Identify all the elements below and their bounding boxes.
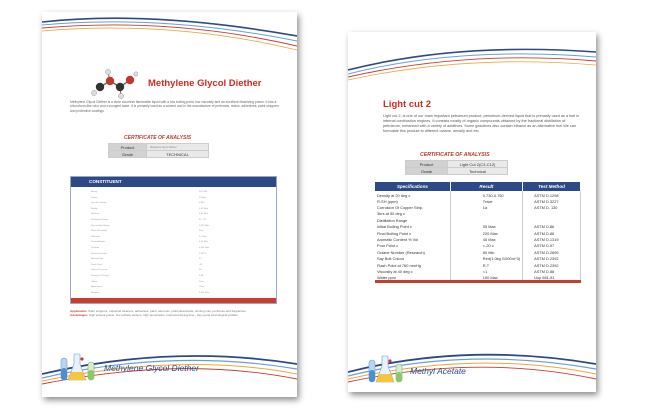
table-row	[71, 213, 276, 216]
spec-result: <-20 c	[450, 243, 522, 249]
constituent-value: 0.86	[199, 275, 204, 277]
constituent-name: Residue	[91, 291, 100, 294]
table-row	[71, 225, 276, 228]
coa-value: Technical	[448, 168, 508, 175]
spec-test-method: ASTM D.97	[523, 243, 581, 249]
constituent-footer-bar	[71, 298, 276, 303]
right-coa-title: CERTIFICATE OF ANALYSIS	[420, 152, 490, 158]
constituent-name: Moisture	[91, 213, 100, 216]
left-footer-product-name: Methylene Glycol Diether	[104, 363, 199, 373]
table-row	[375, 275, 581, 282]
constituent-value: 0.02 Max	[199, 207, 208, 210]
constituent-value: 0.001 Max	[199, 247, 210, 249]
spec-test-method: ASTM D.1298	[523, 191, 581, 198]
right-coa-table	[405, 160, 508, 175]
spec-result: R.T	[450, 262, 522, 268]
advantages-text: High solvent power, low surface tension, high penetration, improved drying time - they good toxicological profiles.	[88, 313, 239, 317]
spec-name: Final Boiling Point c	[375, 230, 450, 236]
spec-name: Say Bolt Colour	[375, 256, 450, 262]
spec-name: Aromatic Content % Vol	[375, 236, 450, 242]
right-intro-paragraph: Light cut 2, is one of our main important petroleum product, petroleum-derived liquid that is primarily used as a fuel in internal combustion engines. It consists mostly of organic compounds obtained by the fractional distillation of petroleum, enhanced with a variety of additives. Some gasolines also contain ethanol as an alternative fuel.We can formulate this product to different octane, density and etc.	[383, 114, 580, 133]
molecule-icon	[90, 67, 138, 101]
spec-result: 45 Max	[450, 236, 522, 242]
spec-test-method: Uop 981-91	[523, 275, 581, 282]
constituent-value: 0.1 Max	[199, 235, 207, 238]
spec-test-method: ASTM D.1319	[523, 236, 581, 242]
table-row	[109, 151, 209, 158]
constituent-name: Chloride	[91, 247, 100, 249]
table-row	[71, 253, 276, 256]
constituent-value: 0.002 Max	[199, 224, 210, 227]
spec-name: Pour Point c	[375, 243, 450, 249]
constituent-value: Pass	[199, 230, 204, 233]
constituent-value: 10 Max	[199, 196, 207, 199]
spec-test-method: ASTM D.2392	[523, 256, 581, 262]
lab-flasks-icon	[366, 352, 406, 386]
right-product-title: Light cut 2	[383, 99, 432, 110]
constituent-name: Flash Point	[91, 263, 102, 266]
application-label: Application:	[70, 309, 88, 313]
header-swoosh-decoration	[42, 12, 297, 72]
left-coa-table	[108, 143, 209, 158]
constituent-value: 42	[199, 258, 202, 261]
spec-result: 80 Min	[450, 249, 522, 255]
spec-header-test-method: Test Method	[523, 182, 581, 191]
spec-test-method: ASTM D.88	[523, 268, 581, 274]
table-row	[71, 241, 276, 244]
coa-value: Light Cut 2(C3-C12)	[448, 161, 508, 168]
coa-key: Product	[406, 161, 448, 168]
spec-header-result: Result	[450, 182, 522, 191]
spec-name: R-SH (ppm)	[375, 198, 450, 204]
table-row	[71, 286, 276, 289]
table-row	[71, 264, 276, 267]
coa-value: TECHNICAL	[147, 151, 209, 158]
constituent-name: Appearance	[91, 286, 103, 289]
constituent-header: CONSTITUENT	[71, 177, 276, 187]
spec-test-method: ASTM D.2392	[523, 262, 581, 268]
constituent-name: Odour	[91, 280, 98, 283]
constituent-value: 0.02 Max	[199, 241, 208, 244]
constituent-name: Assay	[91, 191, 97, 193]
table-row	[71, 202, 276, 205]
table-row	[71, 247, 276, 250]
table-row	[71, 281, 276, 284]
lab-flasks-icon	[58, 350, 98, 384]
table-row	[71, 191, 276, 194]
spec-test-method: ASTM D.3227	[523, 198, 581, 204]
constituent-value: Pass	[199, 280, 204, 283]
constituent-value: Clear	[199, 286, 205, 289]
constituent-value: 99.5 Min	[199, 191, 208, 193]
coa-key: Grade	[406, 168, 448, 175]
spec-header-row	[375, 182, 581, 191]
right-datasheet	[348, 32, 596, 392]
spec-result: Trace	[450, 198, 522, 204]
constituent-value: -18	[199, 263, 203, 266]
table-row	[71, 292, 276, 295]
spec-result: 100 Max	[450, 275, 522, 282]
table-row	[109, 144, 209, 151]
table-row	[406, 168, 508, 175]
constituent-value: 0.05 Max	[199, 213, 208, 216]
constituent-name: Vapour Pressure	[91, 269, 108, 272]
advantages-label: Advantages:	[70, 313, 89, 317]
left-intro-paragraph: Methylene Glycol Diether is a clear colorless flammable liquid with a low boiling point, low viscosity and an excellent dissolving power. It has a chloroform-like odor and a pungent taste. It is primarily used as a solvent and in the manufacture of perfumes, resins, adhesives, paint strippers and protective coatings.	[70, 100, 279, 113]
table-row	[71, 208, 276, 211]
spec-name: Water ppm	[375, 275, 450, 282]
spec-result: 35 Max	[450, 224, 522, 230]
header-swoosh-decoration	[348, 32, 596, 94]
constituent-name: Methanol	[91, 235, 100, 238]
coa-value: Methylene Glycol Diether	[147, 144, 209, 151]
table-row	[71, 269, 276, 272]
left-product-title: Methylene Glycol Diether	[148, 78, 262, 89]
spec-result: 0.730-0.750	[450, 191, 522, 198]
constituent-value: 1.3513	[199, 252, 206, 255]
constituent-name: Colour	[91, 196, 98, 199]
constituent-value: 41 - 43	[199, 219, 206, 221]
right-footer-product-name: Methyl Acetate	[410, 366, 466, 376]
constituent-name: Boiling Point	[91, 258, 104, 261]
spec-body	[375, 191, 581, 281]
coa-key: Grade	[109, 151, 147, 158]
table-row	[71, 219, 276, 222]
application-text: Paint strippers, industrial cleaners, adhesives, paint, aerosols, pharmaceuticals, printing inks, perfumes and fragrances.	[88, 309, 247, 313]
spec-header-specifications: Specifications	[375, 182, 450, 191]
constituent-value: 0.001 Max	[199, 291, 210, 294]
spec-test-method: ASTM D.86	[523, 224, 581, 230]
spec-test-method: ASTM D.86	[523, 230, 581, 236]
spec-test-method: ASTM D.2699	[523, 249, 581, 255]
constituent-name: Non-Volatile Matter	[91, 224, 110, 227]
specifications-table	[375, 182, 581, 283]
table-row	[71, 275, 276, 278]
table-row	[71, 197, 276, 200]
constituent-value: 44	[199, 269, 202, 272]
left-datasheet	[42, 12, 297, 397]
constituent-name: Water Miscibility	[91, 230, 107, 233]
spec-name: Initial Boiling Point c	[375, 224, 450, 230]
spec-name: Density at 20 deg c	[375, 191, 450, 198]
spec-name: Distillation Range	[375, 217, 450, 223]
spec-result: Red(1.0kg /1000m^3)	[450, 256, 522, 262]
spec-result: <1	[450, 268, 522, 274]
constituent-table	[70, 176, 277, 304]
spec-name: Flash Point at 760 mmHg	[375, 262, 450, 268]
constituent-name: Refractive Index	[91, 252, 107, 255]
spec-name: Corrosion Of Copper Strip,	[375, 204, 450, 210]
spec-result: 220 Max	[450, 230, 522, 236]
spec-name: Octane Number (Research)	[375, 249, 450, 255]
spec-result: 1a	[450, 204, 522, 210]
advantages-note	[70, 313, 280, 317]
coa-key: Product	[109, 144, 147, 151]
constituent-value: 0.860	[199, 202, 205, 205]
table-row	[71, 236, 276, 239]
constituent-name: Formaldehyde	[91, 241, 105, 244]
spec-name: Viscosity at 40 deg c	[375, 268, 450, 274]
table-row	[375, 191, 581, 198]
constituent-name: Acidity	[91, 207, 98, 210]
left-notes	[70, 309, 280, 317]
constituent-name: Specific Gravity	[91, 202, 107, 205]
table-row	[71, 258, 276, 261]
constituent-name: Distillation Range	[91, 219, 109, 221]
table-row	[406, 161, 508, 168]
spec-name: 3hrs at 50 deg c	[375, 211, 450, 217]
left-coa-title: CERTIFICATE OF ANALYSIS	[124, 135, 192, 141]
table-row	[71, 230, 276, 233]
constituent-name: Density at 20 deg C	[91, 275, 111, 277]
spec-test-method: ASTM D. 130	[523, 204, 581, 210]
